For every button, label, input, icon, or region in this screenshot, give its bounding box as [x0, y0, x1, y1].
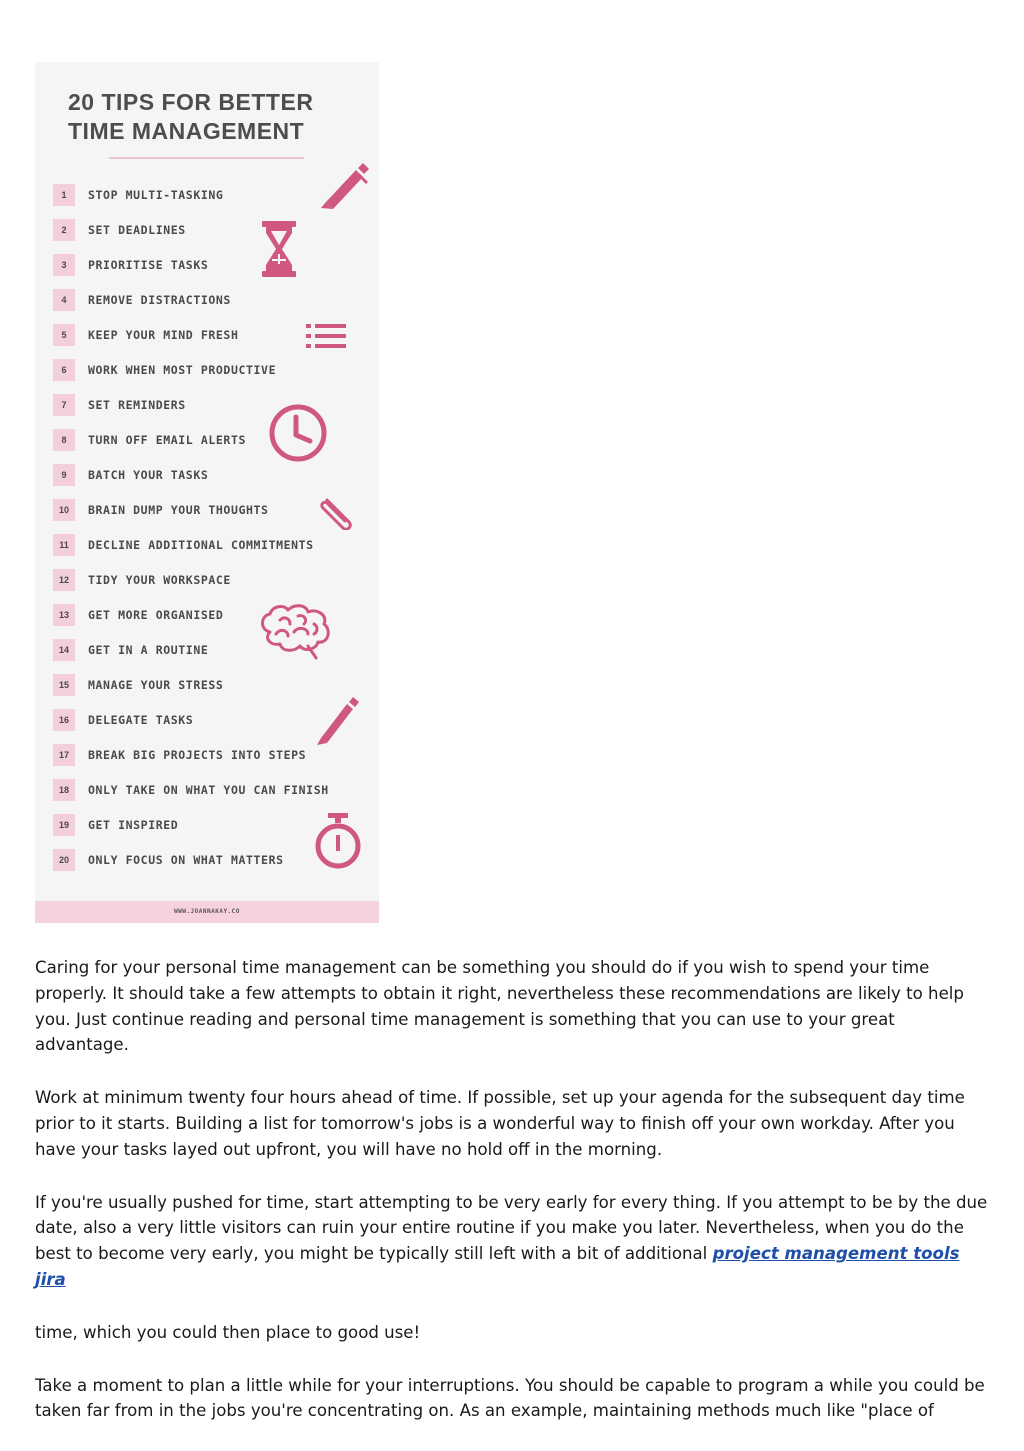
footer-website: WWW.JOANNAKAY.CO: [174, 908, 240, 915]
infographic: [35, 62, 379, 923]
tip-number: 9: [53, 464, 75, 486]
tip-text: PRIORITISE TASKS: [88, 258, 209, 272]
pen-icon: [315, 694, 359, 746]
paragraph-3-text: If you're usually pushed for time, start attempting to be very early for every thing. If you attempt to be by the due date, also a very little visitors can ruin your entire routine if you make you later. Nevertheless, when you do the best to become very early, you might be typically still left with a bit of additional: [35, 1192, 988, 1264]
tip-number: 14: [53, 639, 75, 661]
title-line-2: TIME MANAGEMENT: [68, 118, 305, 144]
paperclip-icon: [319, 494, 355, 530]
tip-number: 12: [53, 569, 75, 591]
tip-text: DECLINE ADDITIONAL COMMITMENTS: [88, 538, 314, 552]
tip-number: 8: [53, 429, 75, 451]
tip-text: DELEGATE TASKS: [88, 713, 194, 727]
paragraph-5: Take a moment to plan a little while for your interruptions. You should be capable to program a while you could be taken far from in the jobs you're concentrating on. As an example, maintaining methods much like "place of: [35, 1375, 985, 1421]
project-management-link[interactable]: project management tools jira: [35, 1244, 960, 1289]
infographic-footer: [35, 901, 379, 923]
paragraph-1: Caring for your personal time management can be something you should do if you wish to spend your time properly. It should take a few attempts to obtain it right, nevertheless these recommendations are likely to help you. Just continue reading and personal time management is something that you can use to your great advantage.: [35, 958, 964, 1055]
tip-number: 19: [53, 814, 75, 836]
tip-text: GET INSPIRED: [88, 818, 179, 832]
tip-number: 2: [53, 219, 75, 241]
tip-text: GET MORE ORGANISED: [88, 608, 224, 622]
tip-number: 17: [53, 744, 75, 766]
paragraph-4: time, which you could then place to good use!: [35, 1322, 421, 1342]
tip-text: BATCH YOUR TASKS: [88, 468, 209, 482]
tip-text: ONLY FOCUS ON WHAT MATTERS: [88, 853, 284, 867]
tip-text: TURN OFF EMAIL ALERTS: [88, 433, 246, 447]
tip-number: 16: [53, 709, 75, 731]
tip-number: 7: [53, 394, 75, 416]
brain-icon: [258, 602, 334, 660]
tip-number: 5: [53, 324, 75, 346]
tip-text: SET REMINDERS: [88, 398, 186, 412]
tip-number: 13: [53, 604, 75, 626]
tip-text: BREAK BIG PROJECTS INTO STEPS: [88, 748, 307, 762]
tip-text: STOP MULTI-TASKING: [88, 188, 224, 202]
tip-text: SET DEADLINES: [88, 223, 186, 237]
tip-number: 20: [53, 849, 75, 871]
tip-text: MANAGE YOUR STRESS: [88, 678, 224, 692]
tip-text: GET IN A ROUTINE: [88, 643, 209, 657]
hourglass-icon: [262, 221, 296, 277]
tip-number: 15: [53, 674, 75, 696]
tip-text: ONLY TAKE ON WHAT YOU CAN FINISH: [88, 783, 329, 797]
article-body: [35, 955, 990, 1451]
title-line-1: 20 TIPS FOR BETTER: [68, 89, 314, 115]
paragraph-2: Work at minimum twenty four hours ahead of time. If possible, set up your agenda for the subsequent day time prior to it starts. Building a list for tomorrow's jobs is a wonderful way to finish off your own workday. After you have your tasks layed out upfront, you will have no hold off in the morning.: [35, 1088, 965, 1159]
tip-text: BRAIN DUMP YOUR THOUGHTS: [88, 503, 269, 517]
paragraph-3: [35, 1190, 990, 1293]
title-divider: [109, 157, 304, 159]
tip-number: 3: [53, 254, 75, 276]
tip-number: 6: [53, 359, 75, 381]
tip-number: 4: [53, 289, 75, 311]
tip-text: WORK WHEN MOST PRODUCTIVE: [88, 363, 277, 377]
pen-icon: [318, 160, 370, 210]
clock-icon: [268, 403, 328, 463]
tip-text: KEEP YOUR MIND FRESH: [88, 328, 239, 342]
infographic-title: [68, 88, 358, 146]
tip-text: REMOVE DISTRACTIONS: [88, 293, 231, 307]
tip-text: TIDY YOUR WORKSPACE: [88, 573, 231, 587]
stopwatch-icon: [314, 813, 362, 871]
tip-number: 11: [53, 534, 75, 556]
tip-number: 10: [53, 499, 75, 521]
tip-number: 1: [53, 184, 75, 206]
tip-number: 18: [53, 779, 75, 801]
list-icon: [306, 324, 346, 348]
